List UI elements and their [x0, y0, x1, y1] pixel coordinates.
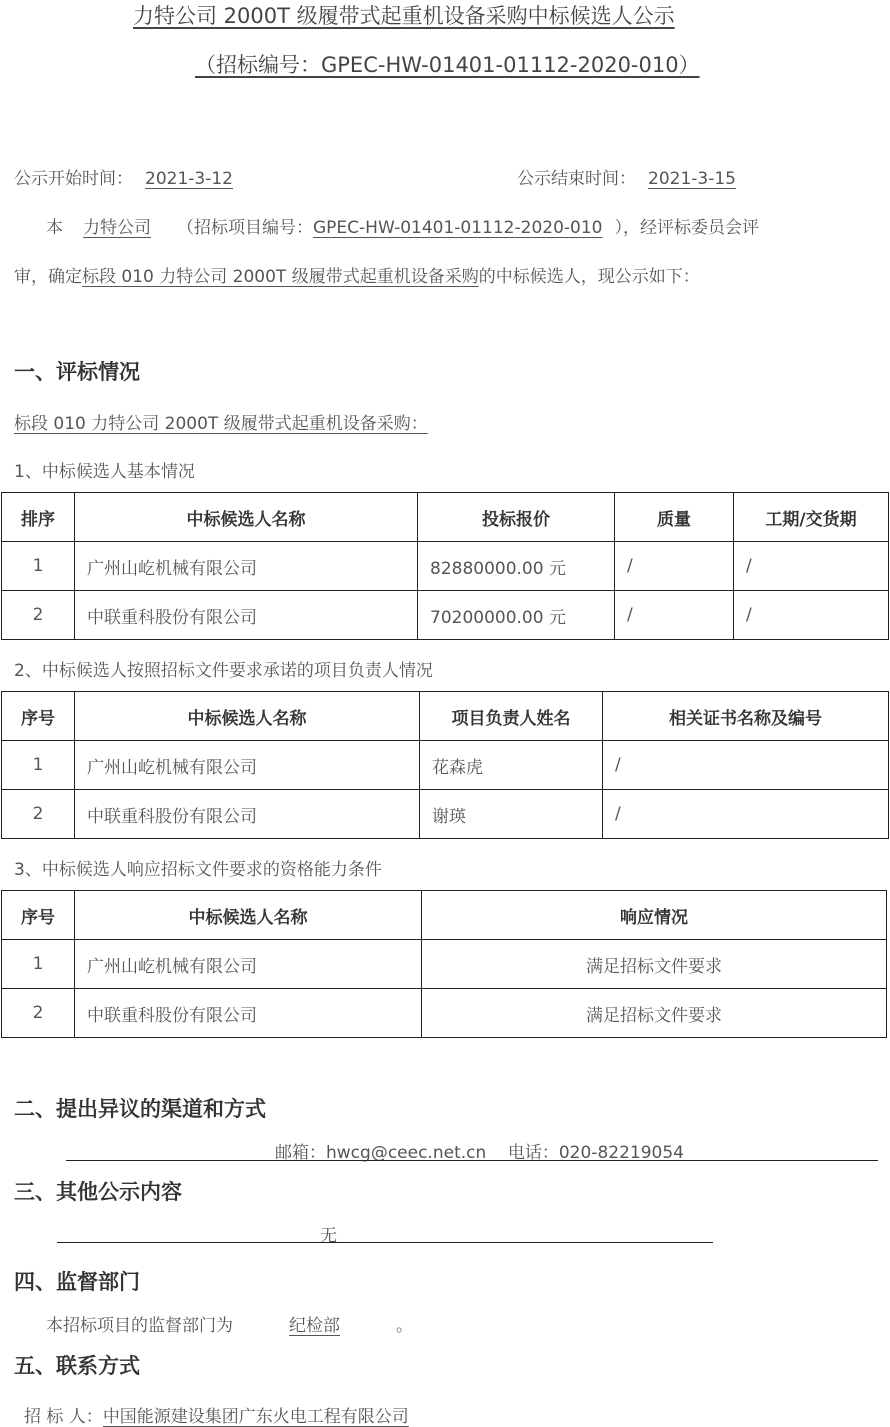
cell: 满足招标文件要求 [422, 940, 887, 989]
section3-heading: 三、其他公示内容 [14, 1180, 182, 1204]
qualification-table [1, 890, 887, 1038]
subheading-2: 2、中标候选人按照招标文件要求承诺的项目负责人情况 [14, 661, 433, 681]
col-header: 质量 [615, 493, 734, 542]
cell: 花森虎 [420, 741, 603, 790]
cell: 谢瑛 [420, 790, 603, 839]
cell: 2 [2, 989, 75, 1038]
section4-heading: 四、监督部门 [14, 1270, 140, 1294]
section5-heading: 五、联系方式 [14, 1354, 140, 1378]
supervision-text: 本招标项目的监督部门为 [46, 1316, 233, 1336]
section2-heading: 二、提出异议的渠道和方式 [14, 1097, 266, 1121]
cell: / [615, 591, 734, 640]
intro-text: （招标项目编号： [177, 218, 313, 238]
tenderer-line [24, 1402, 409, 1427]
cell: 1 [2, 940, 75, 989]
table-row [2, 591, 889, 640]
intro-line-2 [14, 262, 700, 287]
col-header: 投标报价 [418, 493, 615, 542]
subheading-1: 1、中标候选人基本情况 [14, 462, 195, 482]
table-row [2, 940, 887, 989]
underline-divider [57, 1242, 713, 1243]
section1-heading: 一、评标情况 [14, 360, 140, 384]
candidate-basic-table [1, 492, 889, 640]
col-header: 序号 [2, 692, 75, 741]
col-header: 中标候选人名称 [75, 891, 422, 940]
intro-text: 审，确定 [14, 267, 82, 287]
tender-number: （招标编号：GPEC-HW-01401-01112-2020-010） [195, 53, 700, 77]
intro-line-1 [46, 213, 759, 238]
cell: 满足招标文件要求 [422, 989, 887, 1038]
subheading-3: 3、中标候选人响应招标文件要求的资格能力条件 [14, 860, 382, 880]
end-date-row [517, 164, 748, 189]
tenderer-value: 中国能源建设集团广东火电工程有限公司 [102, 1407, 409, 1427]
cell: 广州山屹机械有限公司 [75, 741, 420, 790]
other-content: 无 [320, 1226, 337, 1246]
supervision-dept: 纪检部 [289, 1316, 340, 1336]
table-header-row [2, 493, 889, 542]
tenderer-label: 招 标 人： [24, 1407, 103, 1427]
page-title: 力特公司 2000T 级履带式起重机设备采购中标候选人公示 [133, 4, 675, 28]
cell: / [734, 542, 889, 591]
lot-name: 标段 010 力特公司 2000T 级履带式起重机设备采购 [82, 267, 479, 287]
col-header: 相关证书名称及编号 [603, 692, 889, 741]
underline-divider [66, 1160, 878, 1161]
start-date-row [14, 164, 245, 189]
cell: 广州山屹机械有限公司 [75, 940, 422, 989]
objection-contact: 邮箱：hwcg@ceec.net.cn 电话：020-82219054 [275, 1143, 684, 1163]
end-date-value: 2021-3-15 [648, 169, 736, 189]
cell: 2 [2, 591, 75, 640]
supervision-line [46, 1311, 413, 1336]
cell: 中联重科股份有限公司 [75, 989, 422, 1038]
col-header: 工期/交货期 [734, 493, 889, 542]
table-row [2, 989, 887, 1038]
table-row [2, 741, 889, 790]
start-date-value: 2021-3-12 [145, 169, 233, 189]
table-header-row [2, 692, 889, 741]
cell: 中联重科股份有限公司 [75, 790, 420, 839]
cell: 2 [2, 790, 75, 839]
project-leader-table [1, 691, 889, 839]
supervision-text: 。 [396, 1316, 413, 1336]
cell: 广州山屹机械有限公司 [75, 542, 418, 591]
lot-line: 标段 010 力特公司 2000T 级履带式起重机设备采购： [14, 414, 428, 434]
start-date-label: 公示开始时间： [14, 169, 133, 189]
intro-text: 的中标候选人，现公示如下： [478, 267, 700, 287]
col-header: 中标候选人名称 [75, 692, 420, 741]
col-header: 项目负责人姓名 [420, 692, 603, 741]
cell: 82880000.00 元 [418, 542, 615, 591]
cell: / [615, 542, 734, 591]
col-header: 响应情况 [422, 891, 887, 940]
end-date-label: 公示结束时间： [517, 169, 636, 189]
cell: / [734, 591, 889, 640]
table-header-row [2, 891, 887, 940]
intro-text: 本 [46, 218, 63, 238]
table-row [2, 790, 889, 839]
cell: / [603, 741, 889, 790]
col-header: 序号 [2, 891, 75, 940]
project-code: GPEC-HW-01401-01112-2020-010 [313, 218, 603, 238]
company-name: 力特公司 [83, 218, 151, 238]
cell: / [603, 790, 889, 839]
cell: 70200000.00 元 [418, 591, 615, 640]
table-row [2, 542, 889, 591]
intro-text: ），经评标委员会评 [614, 218, 759, 238]
cell: 1 [2, 741, 75, 790]
col-header: 排序 [2, 493, 75, 542]
col-header: 中标候选人名称 [75, 493, 418, 542]
cell: 1 [2, 542, 75, 591]
cell: 中联重科股份有限公司 [75, 591, 418, 640]
